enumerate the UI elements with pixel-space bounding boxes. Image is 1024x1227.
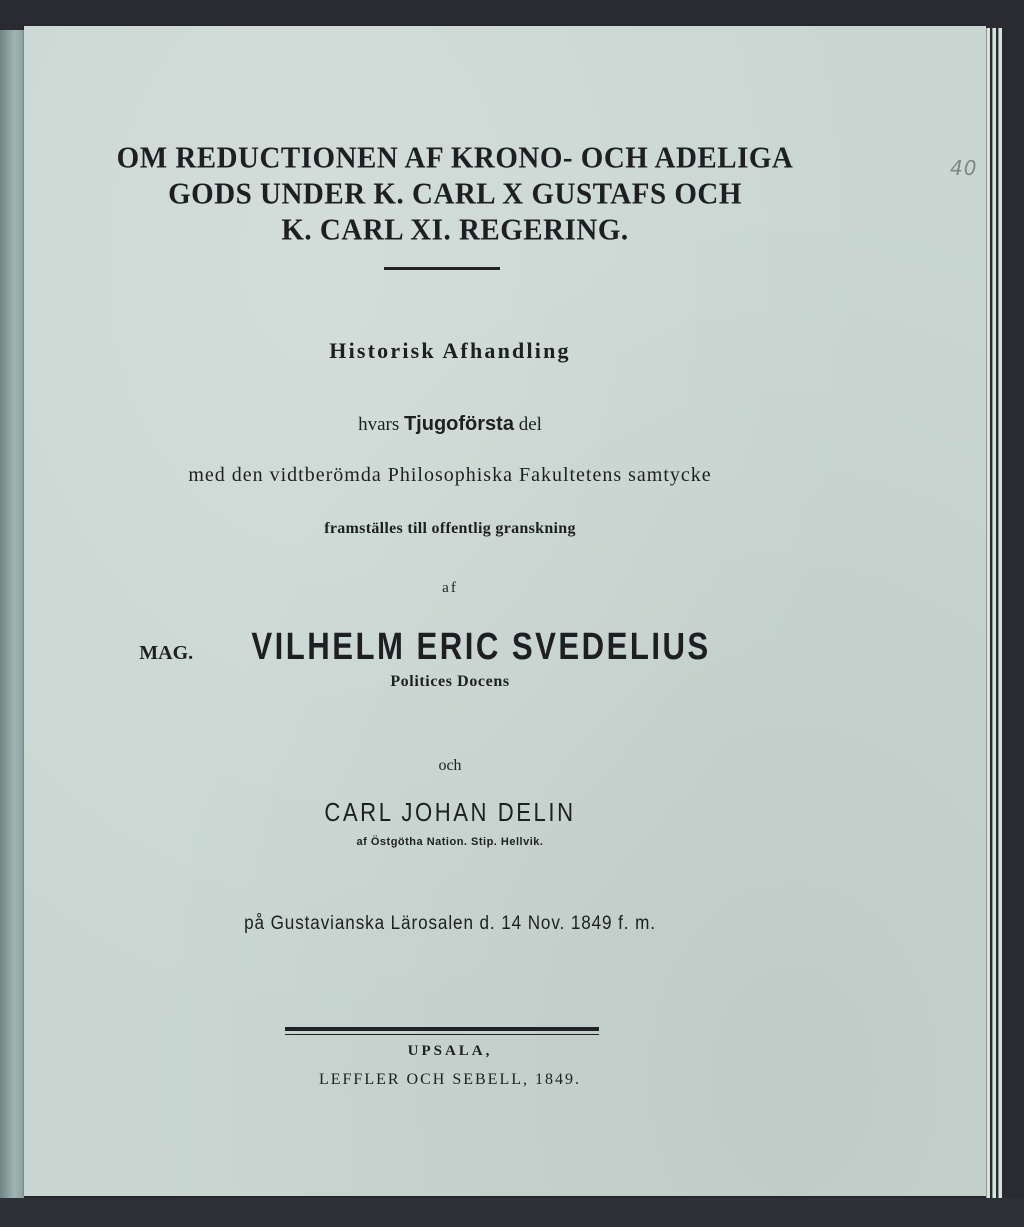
part-prefix: hvars xyxy=(358,414,400,435)
page-edge xyxy=(998,28,1002,1208)
subtitle: Historisk Afhandling xyxy=(329,338,571,363)
title-line-2: GODS UNDER K. CARL X GUSTAFS OCH xyxy=(168,177,742,211)
author-2-title: af Östgötha Nation. Stip. Hellvik. xyxy=(356,836,544,848)
page-edge xyxy=(986,28,990,1198)
conjunction: och xyxy=(438,757,462,774)
part-name: Tjugoförsta xyxy=(403,413,514,435)
author-1-name: VILHELM ERIC SVEDELIUS xyxy=(251,626,711,668)
by-line: af xyxy=(442,580,458,596)
author-1 xyxy=(40,626,860,669)
defense-line: på Gustavianska Lärosalen d. 14 Nov. 1849 f. m. xyxy=(244,913,656,934)
imprint-rule-thick xyxy=(285,1027,599,1031)
scan-background xyxy=(0,1198,1024,1227)
imprint-city: UPSALA, xyxy=(407,1043,493,1059)
author-1-prefix: MAG. xyxy=(139,642,194,664)
title-line-1: OM REDUCTIONEN AF KRONO- OCH ADELIGA xyxy=(116,141,794,175)
author-1-title: Politices Docens xyxy=(390,673,510,690)
part-suffix: del xyxy=(518,414,542,435)
book-spine-left xyxy=(0,30,24,1200)
page-edge xyxy=(992,28,996,1198)
title-line-3: K. CARL XI. REGERING. xyxy=(281,213,629,247)
imprint-rule-thin xyxy=(285,1034,599,1035)
consent-line: med den vidtberömda Philosophiska Fakultetens samtycke xyxy=(188,464,712,486)
presented-line: framställes till offentlig granskning xyxy=(324,520,576,537)
imprint-printer: LEFFLER OCH SEBELL, 1849. xyxy=(318,1071,581,1088)
divider-rule xyxy=(384,267,500,270)
part-line xyxy=(40,413,860,436)
author-2-name: CARL JOHAN DELIN xyxy=(324,797,576,827)
pencil-annotation: 40 xyxy=(950,156,978,180)
